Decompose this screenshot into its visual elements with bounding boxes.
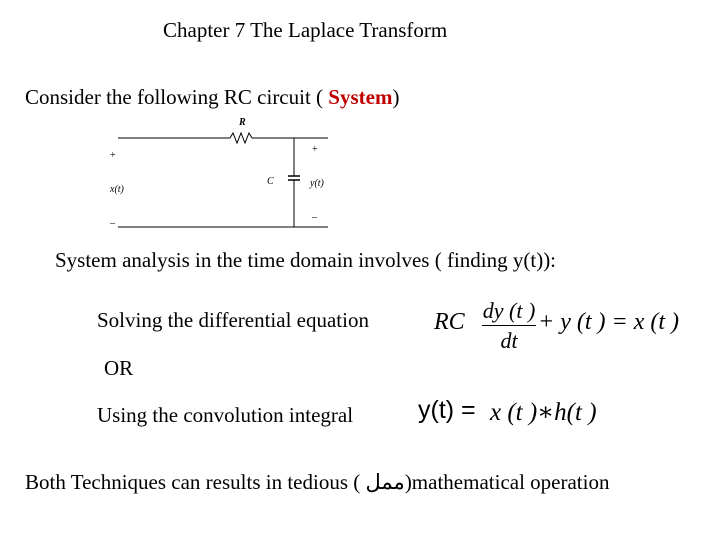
conclusion-suffix: )mathematical operation [404, 470, 610, 494]
eq2-lhs: y(t) = [418, 396, 476, 424]
analysis-text: System analysis in the time domain involves ( finding y(t)): [55, 248, 557, 272]
conclusion-prefix: Both Techniques can results in tedious ( [25, 470, 366, 494]
resistor-symbol [230, 133, 252, 143]
conclusion-arabic-word: ممل [365, 470, 405, 494]
solve-label: Solving the differential equation [97, 308, 369, 332]
eq1-fraction-bar [482, 325, 536, 326]
eq1-rest: + y (t ) = x (t ) [538, 309, 679, 335]
output-plus: + [312, 144, 318, 155]
intro-text [25, 85, 399, 110]
convolution-label: Using the convolution integral [97, 403, 354, 427]
rc-circuit-diagram [100, 112, 340, 237]
differential-equation [432, 298, 707, 354]
intro-suffix: ) [392, 85, 400, 109]
or-label: OR [104, 356, 134, 380]
intro-prefix: Consider the following RC circuit ( [25, 85, 329, 109]
eq1-denominator: dt [500, 328, 518, 353]
input-minus: _ [110, 214, 115, 225]
capacitor-label: C [267, 176, 274, 187]
eq2-rhs: x (t )∗h(t ) [490, 399, 597, 426]
conclusion-text [25, 470, 609, 495]
output-label: y(t) [310, 178, 324, 189]
convolution-equation [418, 396, 628, 432]
eq1-fraction [482, 298, 536, 353]
system-highlight: System [328, 85, 393, 109]
eq1-rc: RC [434, 309, 465, 335]
input-plus: + [110, 150, 116, 161]
output-minus: _ [312, 208, 317, 219]
page-title: Chapter 7 The Laplace Transform [163, 18, 448, 42]
resistor-label: R [239, 117, 246, 128]
input-label: x(t) [110, 184, 124, 195]
eq1-numerator: dy (t ) [482, 298, 536, 323]
